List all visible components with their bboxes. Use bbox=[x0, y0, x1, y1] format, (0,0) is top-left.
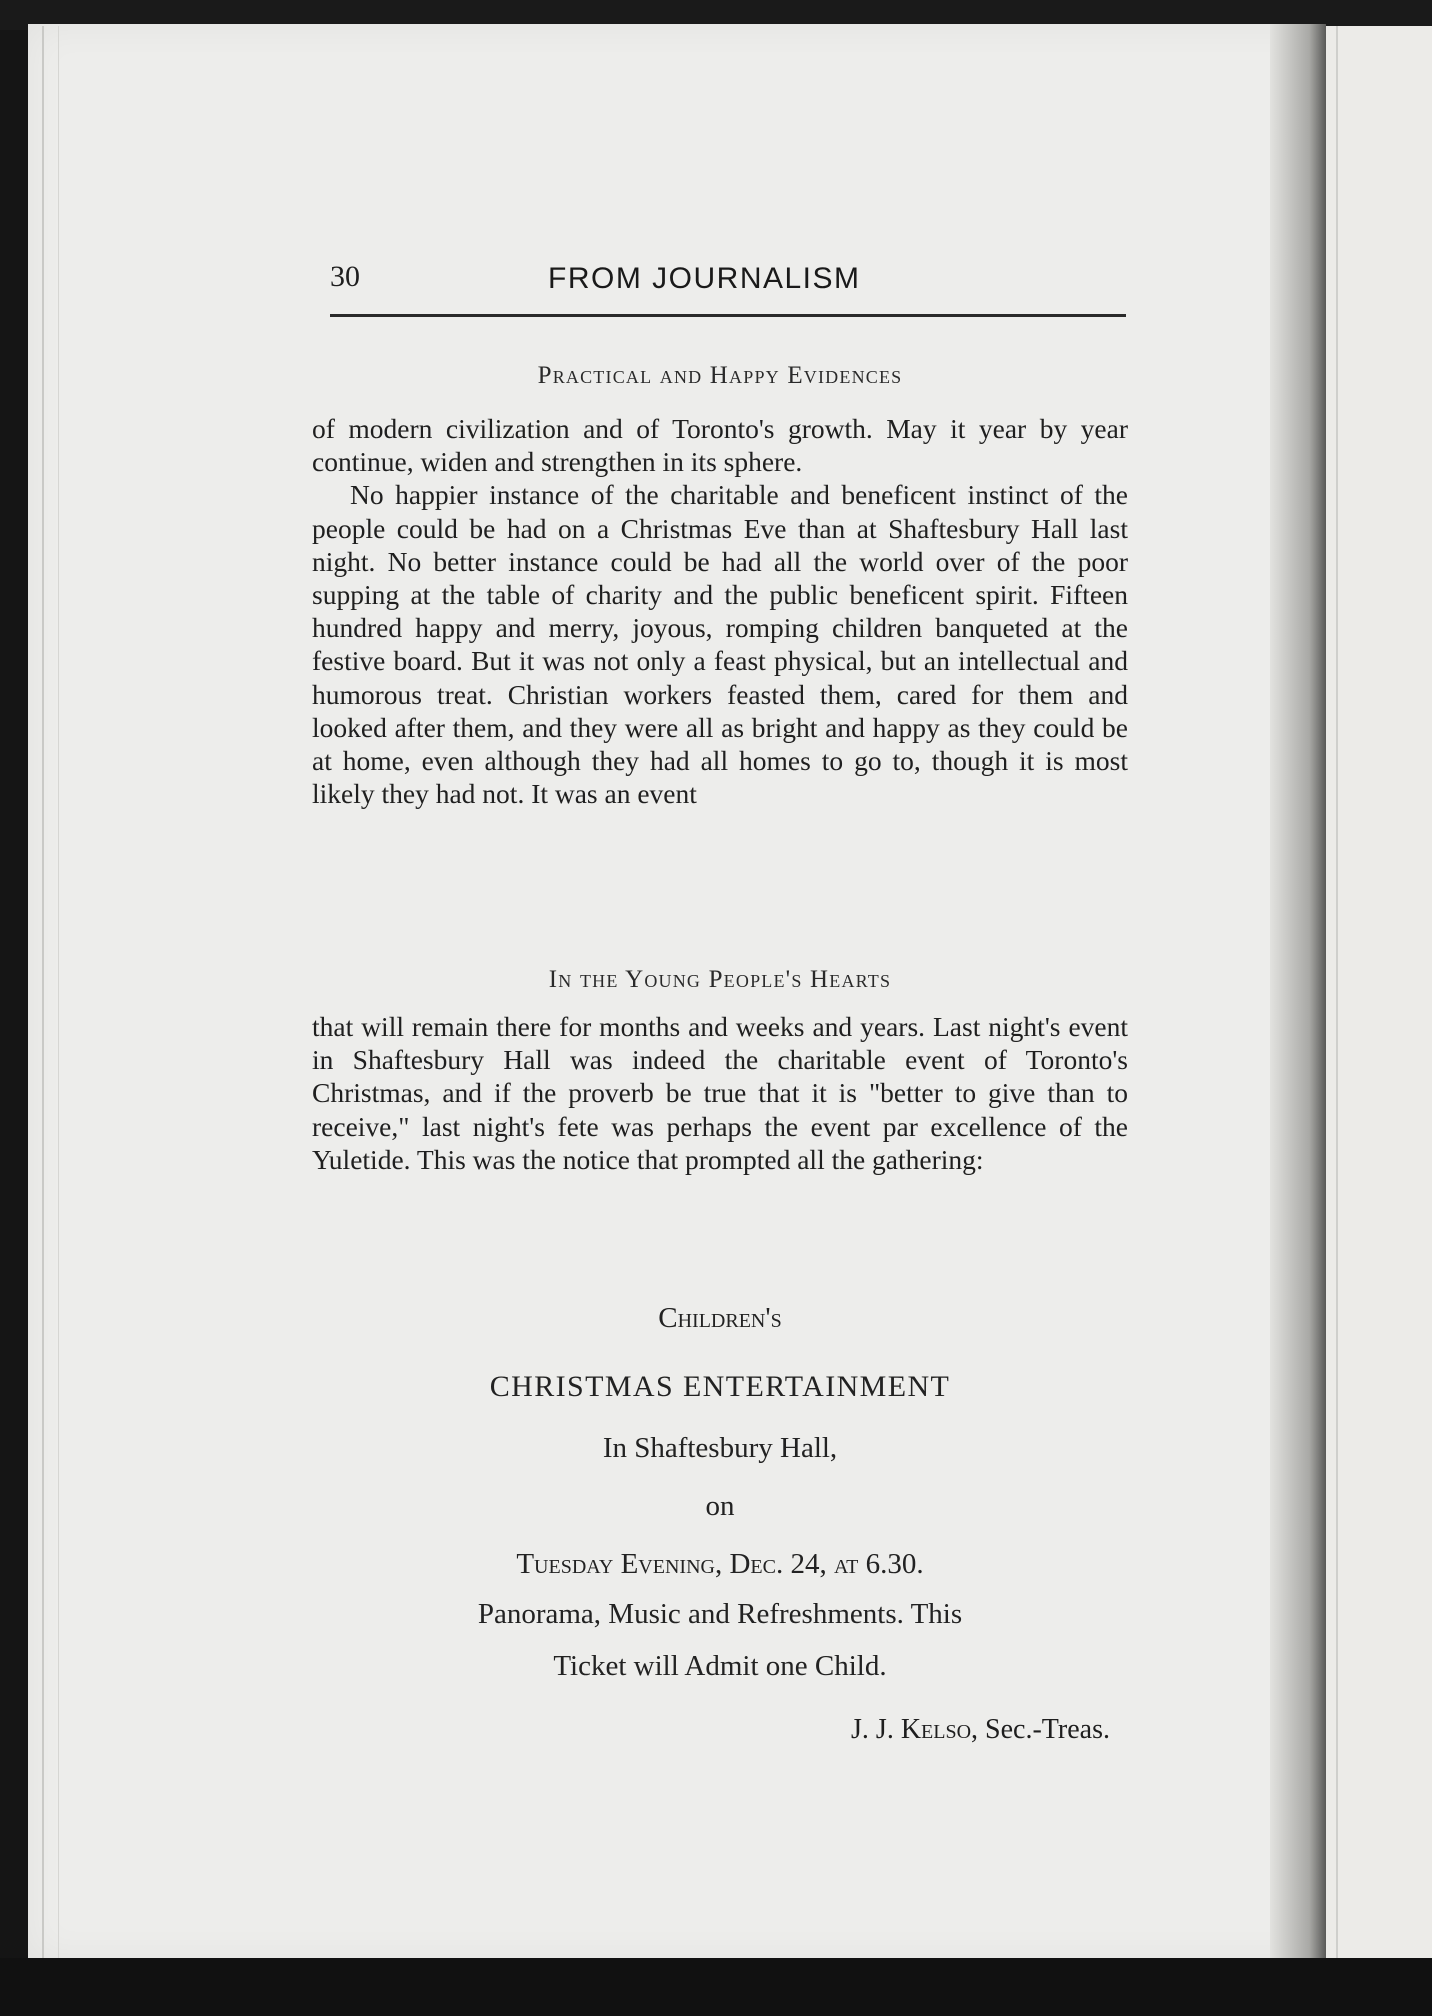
paragraph: that will remain there for months and weeks and years. Last night's event in Shaftesbury Hall was indeed the charitable event of Toronto's Christmas, and if the proverb be true that it is "better to give than to receive," last night's fete was perhaps the event par excellence of the Yuletide. This was the notice that prompted all the gathering: bbox=[312, 1011, 1128, 1175]
notice-signature bbox=[780, 1714, 1110, 1746]
section-heading: Practical and Happy Evidences bbox=[537, 362, 903, 389]
notice-title: CHRISTMAS ENTERTAINMENT bbox=[489, 1370, 951, 1403]
notice-line: Ticket will Admit one Child. bbox=[553, 1650, 887, 1682]
notice-line: In Shaftesbury Hall, bbox=[602, 1432, 838, 1464]
paragraph: No happier instance of the charitable and beneficent instinct of the people could be had on a Christmas Eve than at Shaftesbury Hall last night. No better instance could be had all the world over of the poor supping at the table of charity and the public beneficent spirit. Fifteen hundred happy and merry, joyous, romping children banqueted at the festive board. But it was not only a feast physical, but an intellectual and humorous treat. Christian workers feasted them, cared for them and looked after them, and they were all as bright and happy as they could be at home, even although they had all homes to go to, though it is most likely they had not. It was an event bbox=[312, 479, 1128, 810]
notice-line: Children's bbox=[658, 1302, 782, 1334]
section-body bbox=[312, 412, 1128, 810]
scan-bottom-border bbox=[0, 1958, 1432, 2016]
facing-page-edge bbox=[1326, 26, 1432, 1958]
notice-date: Tuesday Evening, Dec. 24, at 6.30. bbox=[516, 1548, 924, 1580]
page-edge-line bbox=[1336, 26, 1338, 1958]
section-body bbox=[312, 1010, 1128, 1176]
paragraph: of modern civilization and of Toronto's growth. May it year by year continue, widen and strengthen in its sphere. bbox=[312, 413, 1128, 478]
running-head bbox=[330, 258, 1126, 317]
page-number: 30 bbox=[330, 260, 360, 293]
book-gutter bbox=[1270, 24, 1326, 1960]
notice-line: Panorama, Music and Refreshments. This bbox=[477, 1598, 963, 1630]
notice-line: on bbox=[705, 1490, 735, 1522]
signature-title: Sec.-Treas. bbox=[985, 1714, 1110, 1745]
signature-name: J. J. Kelso, bbox=[851, 1714, 979, 1745]
page-edge-line bbox=[58, 26, 59, 1958]
section-heading: In the Young People's Hearts bbox=[548, 966, 892, 993]
page-edge-line bbox=[42, 26, 44, 1958]
running-title: FROM JOURNALISM bbox=[548, 262, 861, 295]
